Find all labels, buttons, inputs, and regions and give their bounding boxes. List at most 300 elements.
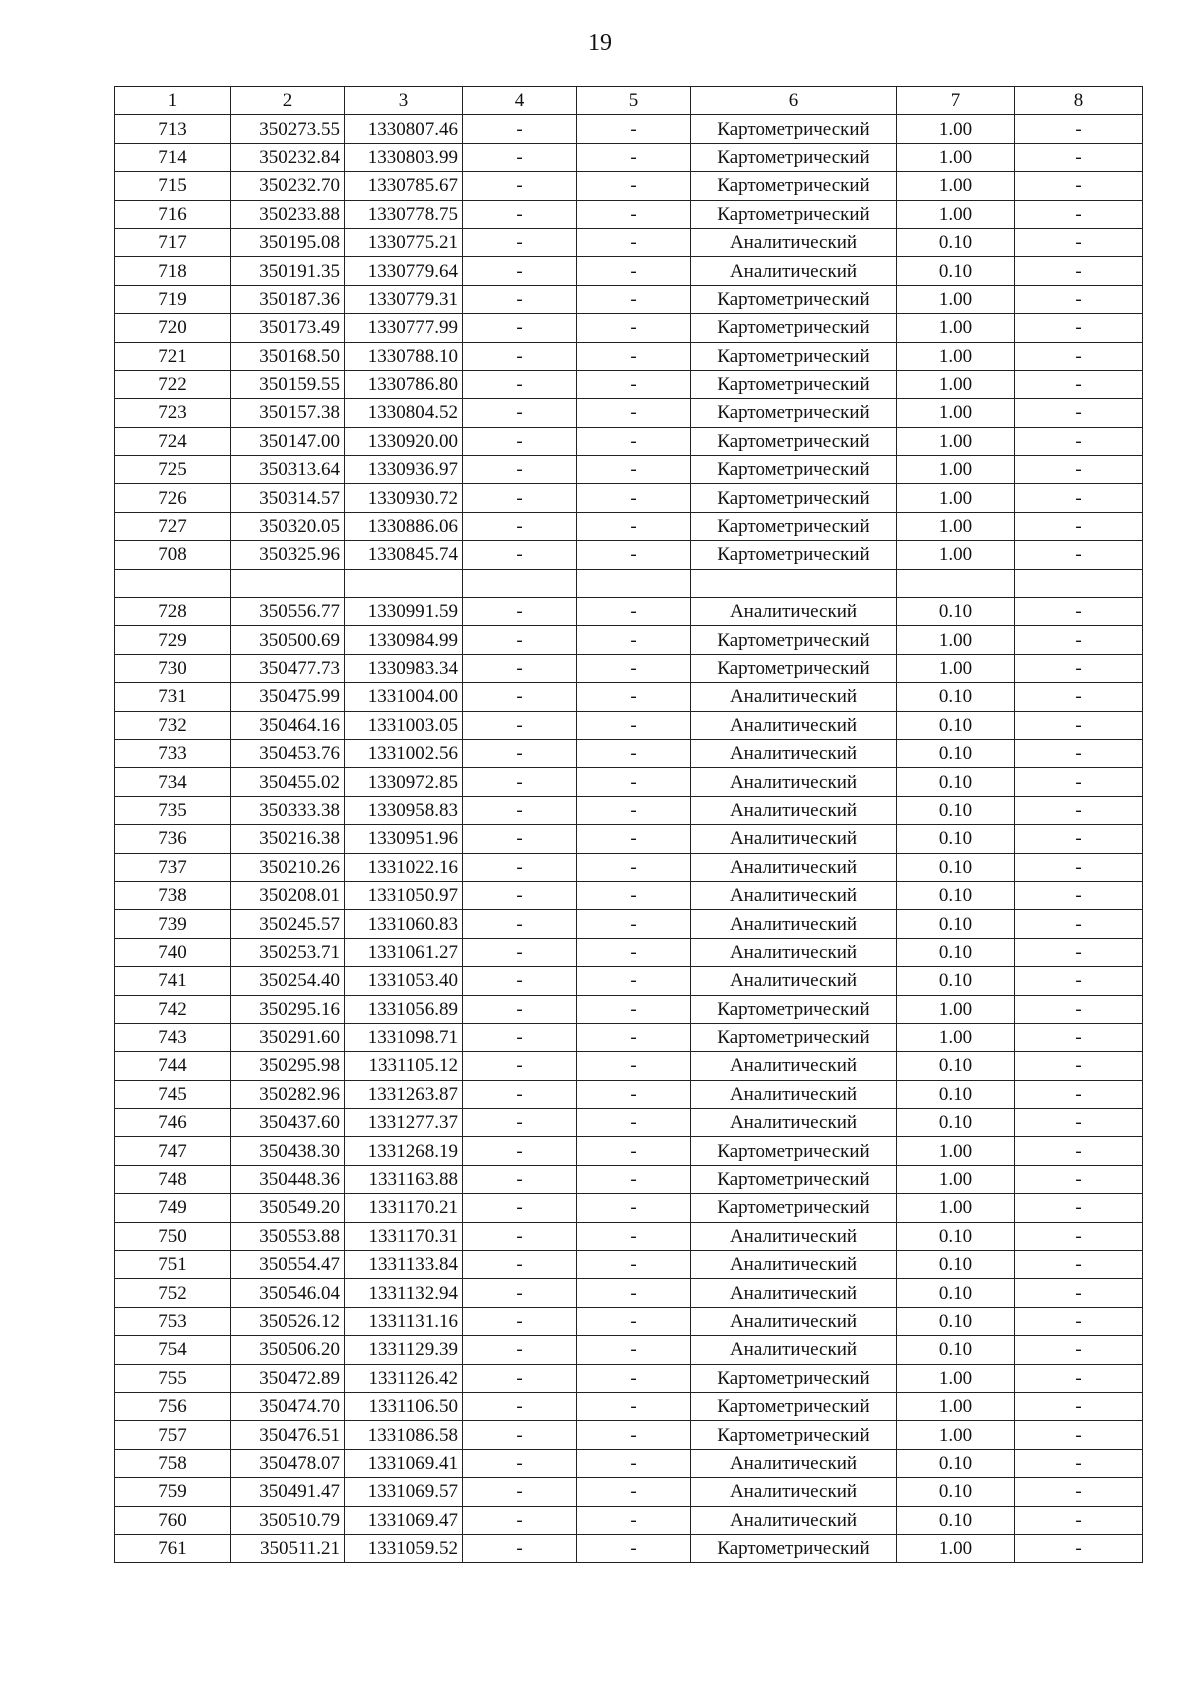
table-cell-col-4: - [463, 938, 577, 966]
table-cell-col-8: - [1015, 938, 1143, 966]
table-cell-col-5: - [577, 626, 691, 654]
table-cell-col-8: - [1015, 739, 1143, 767]
table-cell-col-1: 746 [115, 1109, 231, 1137]
table-row [115, 1534, 1143, 1562]
table-cell-col-1: 756 [115, 1392, 231, 1420]
table-cell-col-7: 1.00 [897, 285, 1015, 313]
table-cell-col-6: Аналитический [691, 938, 897, 966]
table-cell-col-2 [231, 569, 345, 597]
table-cell-col-3: 1330786.80 [345, 370, 463, 398]
table-cell-col-3: 1330845.74 [345, 541, 463, 569]
table-cell-col-8: - [1015, 768, 1143, 796]
table-cell-col-7: 1.00 [897, 995, 1015, 1023]
table-cell-col-5: - [577, 285, 691, 313]
table-cell-col-5: - [577, 654, 691, 682]
table-cell-col-4: - [463, 1449, 577, 1477]
table-cell-col-5: - [577, 1052, 691, 1080]
table-cell-col-3: 1330778.75 [345, 200, 463, 228]
table-cell-col-1: 716 [115, 200, 231, 228]
table-cell-col-8: - [1015, 1336, 1143, 1364]
table-cell-col-2: 350554.47 [231, 1251, 345, 1279]
table-header-row [115, 87, 1143, 115]
table-row [115, 711, 1143, 739]
table-cell-col-7: 0.10 [897, 1109, 1015, 1137]
column-header-1: 1 [115, 87, 231, 115]
table-cell-col-7: 1.00 [897, 512, 1015, 540]
table-cell-col-3: 1331129.39 [345, 1336, 463, 1364]
table-cell-col-6: Аналитический [691, 853, 897, 881]
table-row [115, 427, 1143, 455]
table-row [115, 115, 1143, 143]
table-cell-col-1: 753 [115, 1307, 231, 1335]
table-cell-col-6: Аналитический [691, 1251, 897, 1279]
table-cell-col-3: 1331004.00 [345, 683, 463, 711]
table-cell-col-1: 715 [115, 172, 231, 200]
table-cell-col-1: 736 [115, 825, 231, 853]
table-cell-col-4: - [463, 257, 577, 285]
table-cell-col-3: 1331268.19 [345, 1137, 463, 1165]
table-cell-col-2: 350464.16 [231, 711, 345, 739]
table-cell-col-2: 350437.60 [231, 1109, 345, 1137]
table-cell-col-1: 728 [115, 598, 231, 626]
table-cell-col-2: 350195.08 [231, 228, 345, 256]
table-cell-col-4: - [463, 1222, 577, 1250]
table-cell-col-4: - [463, 768, 577, 796]
table-cell-col-4: - [463, 456, 577, 484]
table-cell-col-5: - [577, 172, 691, 200]
table-cell-col-3: 1331069.47 [345, 1506, 463, 1534]
table-row [115, 1080, 1143, 1108]
table-cell-col-4: - [463, 1052, 577, 1080]
table-cell-col-4: - [463, 1307, 577, 1335]
table-cell-col-5: - [577, 1222, 691, 1250]
table-cell-col-4 [463, 569, 577, 597]
table-cell-col-3: 1331003.05 [345, 711, 463, 739]
table-row [115, 1449, 1143, 1477]
table-cell-col-2: 350314.57 [231, 484, 345, 512]
table-cell-col-4: - [463, 1392, 577, 1420]
table-cell-col-3 [345, 569, 463, 597]
table-cell-col-3: 1330775.21 [345, 228, 463, 256]
table-cell-col-4: - [463, 427, 577, 455]
table-cell-col-6: Аналитический [691, 228, 897, 256]
table-cell-col-7: 1.00 [897, 1165, 1015, 1193]
table-cell-col-4: - [463, 1478, 577, 1506]
table-row [115, 285, 1143, 313]
table-cell-col-5: - [577, 200, 691, 228]
table-cell-col-5: - [577, 1109, 691, 1137]
table-row [115, 399, 1143, 427]
column-header-8: 8 [1015, 87, 1143, 115]
table-cell-col-4: - [463, 711, 577, 739]
table-cell-col-5: - [577, 1279, 691, 1307]
table-cell-col-2: 350476.51 [231, 1421, 345, 1449]
table-cell-col-5 [577, 569, 691, 597]
table-cell-col-3: 1331002.56 [345, 739, 463, 767]
table-cell-col-6: Картометрический [691, 1023, 897, 1051]
table-cell-col-4: - [463, 1279, 577, 1307]
table-cell-col-6: Аналитический [691, 1449, 897, 1477]
table-cell-col-6: Картометрический [691, 370, 897, 398]
table-cell-col-2: 350556.77 [231, 598, 345, 626]
table-cell-col-3: 1331170.21 [345, 1194, 463, 1222]
table-cell-col-1: 726 [115, 484, 231, 512]
table-cell-col-2: 350159.55 [231, 370, 345, 398]
table-cell-col-4: - [463, 228, 577, 256]
table-cell-col-1: 750 [115, 1222, 231, 1250]
table-cell-col-5: - [577, 1478, 691, 1506]
table-cell-col-8: - [1015, 825, 1143, 853]
table-row [115, 1364, 1143, 1392]
table-cell-col-2: 350282.96 [231, 1080, 345, 1108]
table-cell-col-8: - [1015, 1449, 1143, 1477]
table-cell-col-3: 1330777.99 [345, 314, 463, 342]
table-cell-col-6: Аналитический [691, 739, 897, 767]
table-row [115, 257, 1143, 285]
table-cell-col-1: 720 [115, 314, 231, 342]
table-cell-col-7: 1.00 [897, 1364, 1015, 1392]
table-row [115, 1336, 1143, 1364]
table-cell-col-7: 0.10 [897, 1506, 1015, 1534]
table-cell-col-7: 0.10 [897, 739, 1015, 767]
table-cell-col-5: - [577, 115, 691, 143]
table-cell-col-7: 0.10 [897, 1307, 1015, 1335]
table-cell-col-4: - [463, 1364, 577, 1392]
table-cell-col-4: - [463, 1194, 577, 1222]
table-cell-col-6: Аналитический [691, 768, 897, 796]
table-cell-col-7: 0.10 [897, 257, 1015, 285]
table-cell-col-6: Картометрический [691, 654, 897, 682]
table-cell-col-8: - [1015, 1506, 1143, 1534]
table-cell-col-3: 1331170.31 [345, 1222, 463, 1250]
table-cell-col-3: 1330983.34 [345, 654, 463, 682]
table-cell-col-4: - [463, 370, 577, 398]
table-cell-col-3: 1330804.52 [345, 399, 463, 427]
table-cell-col-3: 1330984.99 [345, 626, 463, 654]
table-cell-col-1: 744 [115, 1052, 231, 1080]
table-cell-col-8: - [1015, 484, 1143, 512]
table-cell-col-6: Картометрический [691, 512, 897, 540]
table-cell-col-2: 350526.12 [231, 1307, 345, 1335]
table-cell-col-3: 1331277.37 [345, 1109, 463, 1137]
table-cell-col-7: 0.10 [897, 683, 1015, 711]
table-cell-col-4: - [463, 172, 577, 200]
table-row [115, 1307, 1143, 1335]
table-cell-col-6: Картометрический [691, 626, 897, 654]
table-cell-col-2: 350320.05 [231, 512, 345, 540]
table-cell-col-8: - [1015, 257, 1143, 285]
table-cell-col-2: 350475.99 [231, 683, 345, 711]
table-cell-col-6: Картометрический [691, 115, 897, 143]
table-cell-col-2: 350253.71 [231, 938, 345, 966]
table-cell-col-4: - [463, 739, 577, 767]
page-number: 19 [588, 30, 612, 56]
column-header-2: 2 [231, 87, 345, 115]
table-cell-col-8: - [1015, 1392, 1143, 1420]
table-cell-col-4: - [463, 1421, 577, 1449]
table-row [115, 484, 1143, 512]
table-row [115, 314, 1143, 342]
table-cell-col-3: 1330958.83 [345, 796, 463, 824]
table-cell-col-8: - [1015, 1194, 1143, 1222]
table-cell-col-4: - [463, 1534, 577, 1562]
table-cell-col-4: - [463, 825, 577, 853]
table-cell-col-8: - [1015, 654, 1143, 682]
table-cell-col-7: 1.00 [897, 1421, 1015, 1449]
table-cell-col-3: 1331069.41 [345, 1449, 463, 1477]
table-cell-col-8: - [1015, 796, 1143, 824]
table-cell-col-4: - [463, 512, 577, 540]
table-row [115, 967, 1143, 995]
table-cell-col-1: 759 [115, 1478, 231, 1506]
table-cell-col-3: 1331106.50 [345, 1392, 463, 1420]
table-cell-col-6: Картометрический [691, 172, 897, 200]
table-cell-col-4: - [463, 1137, 577, 1165]
table-cell-col-7: 0.10 [897, 598, 1015, 626]
table-cell-col-5: - [577, 938, 691, 966]
table-cell-col-7: 0.10 [897, 1478, 1015, 1506]
table-cell-col-6: Картометрический [691, 1165, 897, 1193]
table-cell-col-8: - [1015, 1364, 1143, 1392]
table-cell-col-1: 743 [115, 1023, 231, 1051]
table-cell-col-2: 350147.00 [231, 427, 345, 455]
table-cell-col-4: - [463, 796, 577, 824]
table-cell-col-6: Картометрический [691, 399, 897, 427]
coordinates-table [114, 86, 1143, 1563]
table-cell-col-8: - [1015, 1109, 1143, 1137]
table-cell-col-1: 727 [115, 512, 231, 540]
table-row [115, 938, 1143, 966]
table-row [115, 768, 1143, 796]
table-cell-col-1: 748 [115, 1165, 231, 1193]
table-cell-col-1: 737 [115, 853, 231, 881]
table-cell-col-6: Аналитический [691, 825, 897, 853]
table-cell-col-2: 350333.38 [231, 796, 345, 824]
table-cell-col-2: 350295.16 [231, 995, 345, 1023]
table-row [115, 1023, 1143, 1051]
table-cell-col-8: - [1015, 853, 1143, 881]
table-cell-col-2: 350210.26 [231, 853, 345, 881]
table-cell-col-1: 745 [115, 1080, 231, 1108]
table-cell-col-3: 1331056.89 [345, 995, 463, 1023]
table-cell-col-8: - [1015, 1052, 1143, 1080]
table-cell-col-3: 1331098.71 [345, 1023, 463, 1051]
table-cell-col-7: 1.00 [897, 456, 1015, 484]
table-cell-col-7: 1.00 [897, 427, 1015, 455]
table-cell-col-7: 1.00 [897, 541, 1015, 569]
table-cell-col-2: 350157.38 [231, 399, 345, 427]
table-cell-col-7: 0.10 [897, 1336, 1015, 1364]
table-row [115, 1478, 1143, 1506]
table-cell-col-8: - [1015, 1421, 1143, 1449]
table-cell-col-6: Картометрический [691, 1137, 897, 1165]
table-row [115, 1137, 1143, 1165]
table-cell-col-2: 350511.21 [231, 1534, 345, 1562]
table-cell-col-6: Картометрический [691, 1392, 897, 1420]
table-cell-col-6: Картометрический [691, 342, 897, 370]
table-cell-col-1: 723 [115, 399, 231, 427]
table-cell-col-5: - [577, 228, 691, 256]
table-cell-col-6: Аналитический [691, 683, 897, 711]
table-cell-col-8: - [1015, 541, 1143, 569]
table-cell-col-3: 1330951.96 [345, 825, 463, 853]
table-cell-col-8: - [1015, 512, 1143, 540]
table-cell-col-1: 755 [115, 1364, 231, 1392]
table-cell-col-1: 761 [115, 1534, 231, 1562]
table-cell-col-6: Аналитический [691, 1109, 897, 1137]
table-cell-col-5: - [577, 1506, 691, 1534]
table-row [115, 512, 1143, 540]
table-cell-col-4: - [463, 342, 577, 370]
table-row [115, 598, 1143, 626]
table-cell-col-2: 350245.57 [231, 910, 345, 938]
table-cell-col-7: 1.00 [897, 484, 1015, 512]
table-row [115, 626, 1143, 654]
table-cell-col-8: - [1015, 427, 1143, 455]
table-cell-col-5: - [577, 370, 691, 398]
table-cell-col-1: 725 [115, 456, 231, 484]
table-cell-col-5: - [577, 427, 691, 455]
table-cell-col-5: - [577, 1534, 691, 1562]
table-cell-col-4: - [463, 285, 577, 313]
table-cell-col-7: 0.10 [897, 853, 1015, 881]
table-row [115, 342, 1143, 370]
table-cell-col-2: 350448.36 [231, 1165, 345, 1193]
table-cell-col-6: Аналитический [691, 1506, 897, 1534]
table-row-blank [115, 569, 1143, 597]
table-cell-col-7: 0.10 [897, 910, 1015, 938]
column-header-5: 5 [577, 87, 691, 115]
table-cell-col-8: - [1015, 1478, 1143, 1506]
table-cell-col-7: 0.10 [897, 711, 1015, 739]
table-cell-col-3: 1330785.67 [345, 172, 463, 200]
table-row [115, 541, 1143, 569]
table-cell-col-3: 1331132.94 [345, 1279, 463, 1307]
table-cell-col-1: 752 [115, 1279, 231, 1307]
table-cell-col-6: Аналитический [691, 1279, 897, 1307]
table-row [115, 1392, 1143, 1420]
table-cell-col-3: 1331053.40 [345, 967, 463, 995]
table-cell-col-5: - [577, 1364, 691, 1392]
table-row [115, 370, 1143, 398]
table-cell-col-6: Аналитический [691, 1336, 897, 1364]
table-cell-col-2: 350549.20 [231, 1194, 345, 1222]
table-cell-col-8: - [1015, 1222, 1143, 1250]
table-row [115, 881, 1143, 909]
table-cell-col-2: 350291.60 [231, 1023, 345, 1051]
table-cell-col-5: - [577, 1449, 691, 1477]
table-cell-col-3: 1331059.52 [345, 1534, 463, 1562]
table-cell-col-7: 1.00 [897, 370, 1015, 398]
table-cell-col-8: - [1015, 1165, 1143, 1193]
table-cell-col-5: - [577, 456, 691, 484]
table-cell-col-1: 718 [115, 257, 231, 285]
table-cell-col-2: 350506.20 [231, 1336, 345, 1364]
table-cell-col-5: - [577, 512, 691, 540]
table-cell-col-5: - [577, 598, 691, 626]
table-cell-col-2: 350438.30 [231, 1137, 345, 1165]
table-cell-col-5: - [577, 995, 691, 1023]
table-cell-col-7: 0.10 [897, 938, 1015, 966]
table-cell-col-5: - [577, 796, 691, 824]
table-cell-col-6: Аналитический [691, 1080, 897, 1108]
table-cell-col-4: - [463, 853, 577, 881]
table-cell-col-2: 350472.89 [231, 1364, 345, 1392]
table-cell-col-2: 350474.70 [231, 1392, 345, 1420]
table-cell-col-1: 739 [115, 910, 231, 938]
table-cell-col-5: - [577, 1194, 691, 1222]
table-cell-col-1: 717 [115, 228, 231, 256]
table-cell-col-2: 350491.47 [231, 1478, 345, 1506]
table-cell-col-3: 1330779.64 [345, 257, 463, 285]
table-row [115, 200, 1143, 228]
table-cell-col-7: 1.00 [897, 626, 1015, 654]
table-cell-col-1 [115, 569, 231, 597]
table-cell-col-7: 0.10 [897, 1222, 1015, 1250]
table-row [115, 1165, 1143, 1193]
column-header-6: 6 [691, 87, 897, 115]
table-cell-col-6: Картометрический [691, 285, 897, 313]
table-cell-col-7: 0.10 [897, 825, 1015, 853]
table-cell-col-4: - [463, 910, 577, 938]
table-cell-col-1: 735 [115, 796, 231, 824]
table-cell-col-5: - [577, 739, 691, 767]
table-cell-col-8: - [1015, 1080, 1143, 1108]
table-cell-col-4: - [463, 995, 577, 1023]
table-cell-col-6: Картометрический [691, 143, 897, 171]
table-cell-col-4: - [463, 200, 577, 228]
table-cell-col-1: 749 [115, 1194, 231, 1222]
table-cell-col-2: 350313.64 [231, 456, 345, 484]
table-cell-col-1: 754 [115, 1336, 231, 1364]
table-cell-col-8: - [1015, 995, 1143, 1023]
table-cell-col-4: - [463, 1336, 577, 1364]
table-cell-col-4: - [463, 1506, 577, 1534]
table-row [115, 853, 1143, 881]
table-cell-col-2: 350187.36 [231, 285, 345, 313]
table-cell-col-5: - [577, 1251, 691, 1279]
table-cell-col-1: 714 [115, 143, 231, 171]
table-cell-col-6 [691, 569, 897, 597]
table-cell-col-3: 1330807.46 [345, 115, 463, 143]
table-cell-col-3: 1331060.83 [345, 910, 463, 938]
table-cell-col-6: Аналитический [691, 910, 897, 938]
table-cell-col-4: - [463, 654, 577, 682]
table-cell-col-6: Картометрический [691, 1364, 897, 1392]
table-cell-col-5: - [577, 399, 691, 427]
table-cell-col-3: 1331105.12 [345, 1052, 463, 1080]
table-cell-col-6: Аналитический [691, 1052, 897, 1080]
column-header-4: 4 [463, 87, 577, 115]
table-cell-col-4: - [463, 143, 577, 171]
table-cell-col-4: - [463, 399, 577, 427]
table-cell-col-6: Аналитический [691, 967, 897, 995]
table-row [115, 825, 1143, 853]
table-cell-col-5: - [577, 1165, 691, 1193]
table-cell-col-7: 0.10 [897, 1449, 1015, 1477]
table-cell-col-7: 1.00 [897, 314, 1015, 342]
table-cell-col-1: 741 [115, 967, 231, 995]
table-cell-col-4: - [463, 314, 577, 342]
table-cell-col-5: - [577, 910, 691, 938]
table-cell-col-7: 0.10 [897, 768, 1015, 796]
table-cell-col-8: - [1015, 342, 1143, 370]
table-cell-col-3: 1331069.57 [345, 1478, 463, 1506]
table-cell-col-1: 760 [115, 1506, 231, 1534]
table-cell-col-6: Аналитический [691, 881, 897, 909]
table-row [115, 683, 1143, 711]
table-cell-col-3: 1331133.84 [345, 1251, 463, 1279]
